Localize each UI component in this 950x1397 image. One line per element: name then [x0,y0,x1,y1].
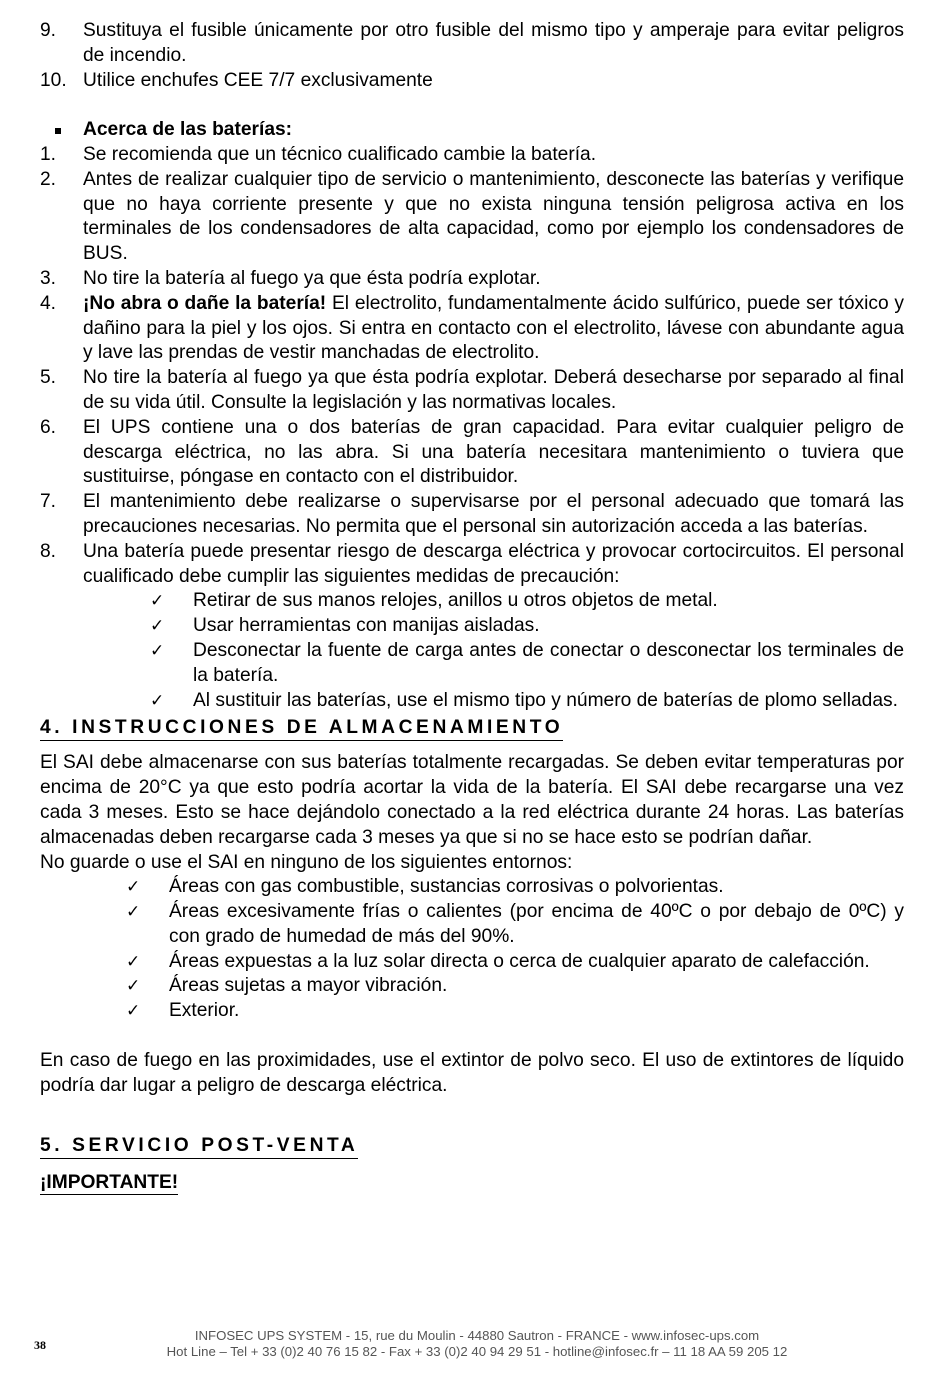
item-text: Sustituya el fusible únicamente por otro fusible del mismo tipo y amperaje para evitar peligros de incendio. [83,20,904,66]
fire-paragraph: En caso de fuego en las proximidades, use el extintor de polvo seco. El uso de extintores de líquido podría dar lugar a peligro de descarga eléctrica. [40,1049,904,1096]
checkmark-icon: ✓ [126,951,141,972]
item-number: 3. [40,267,57,289]
list-item [40,490,904,540]
item-number: 7. [40,491,57,513]
square-bullet-icon [55,128,61,134]
list-item [40,267,904,292]
check-item-text: Áreas sujetas a mayor vibración. [169,975,448,997]
item-bold-warning: ¡No abra o dañe la batería! [83,292,327,314]
checkmark-icon: ✓ [126,902,141,923]
page-content [40,19,904,1196]
spacer [40,93,904,118]
item-text: No tire la batería al fuego ya que ésta podría explotar. Deberá desecharse por separado al final de su vida útil. Consulte la legislación y las normativas locales. [83,367,904,413]
checkmark-icon: ✓ [150,640,165,661]
item-text: El mantenimiento debe realizarse o supervisarse por el personal adecuado que tomará las precauciones necesarias. No permita que el personal sin autorización acceda a las baterías. [83,491,904,537]
spacer [40,1098,904,1123]
footer-contact: Hot Line – Tel + 33 (0)2 40 76 15 82 - Fax + 33 (0)2 40 94 29 51 - hotline@infosec.fr – 11 18 AA 59 205 12 [166,1344,788,1359]
list-item [40,540,904,590]
checkmark-icon: ✓ [126,1001,141,1022]
section-title-service: 5. SERVICIO POST-VENTA [40,1135,358,1159]
check-item-text: Retirar de sus manos relojes, anillos u otros objetos de metal. [193,590,718,612]
check-item-text: Áreas excesivamente frías o calientes (por encima de 40ºC o por debajo de 0ºC) y con grado de humedad de más del 90%. [169,901,904,947]
check-item-text: Desconectar la fuente de carga antes de conectar o desconectar los terminales de la batería. [193,639,904,686]
check-item-text: Áreas expuestas a la luz solar directa o cerca de cualquier aparato de calefacción. [169,950,870,972]
list-item [40,366,904,416]
checkmark-icon: ✓ [126,976,141,997]
check-item-text: Exterior. [169,1000,240,1022]
footer-address: INFOSEC UPS SYSTEM - 15, rue du Moulin - 44880 Sautron - FRANCE - www.infosec-ups.com [194,1328,760,1343]
battery-heading [40,118,904,143]
list-item [40,416,904,490]
list-item [40,19,904,69]
item-text: Antes de realizar cualquier tipo de servicio o mantenimiento, desconecte las baterías y verifique que no haya corriente presente y que no exista ninguna tensión peligrosa activa en los terminales de los condensadores de alta capacidad, como por ejemplo los condensadores de BUS. [83,168,904,265]
storage-paragraph: El SAI debe almacenarse con sus baterías totalmente recargadas. Se deben evitar temperaturas por encima de 20°C ya que esto podría acortar la vida de la batería. El SAI debe recargarse una vez cada 3 meses. Esto se hace dejándolo conectado a la red eléctrica durante 24 horas. Las baterías almacenadas deben recargarse cada 3 meses ya que si no se hace esto se podrían dañar. [40,752,904,848]
storage-environments-list [40,875,904,1024]
check-item [40,589,904,614]
list-item [40,143,904,168]
check-item-text: Al sustituir las baterías, use el mismo tipo y número de baterías de plomo selladas. [193,689,898,711]
battery-precautions-list [40,589,904,713]
item-text: No tire la batería al fuego ya que ésta podría explotar. [83,267,541,289]
check-item-text: Usar herramientas con manijas aisladas. [193,615,540,637]
page-number: 38 [34,1338,46,1352]
checkmark-icon: ✓ [150,591,165,612]
checkmark-icon: ✓ [126,877,141,898]
item-text: Se recomienda que un técnico cualificado cambie la batería. [83,143,597,165]
list-item [40,69,904,94]
checkmark-icon: ✓ [150,616,165,637]
list-item [40,292,904,366]
storage-intro: No guarde o use el SAI en ninguno de los siguientes entornos: [40,851,573,873]
list-item [40,168,904,267]
check-item [40,639,904,689]
spacer [40,1024,904,1049]
section-title-storage: 4. INSTRUCCIONES DE ALMACENAMIENTO [40,717,563,741]
important-label: ¡IMPORTANTE! [40,1172,179,1194]
item-number: 10. [40,69,67,91]
item-number: 5. [40,367,57,389]
battery-list [40,143,904,589]
check-item [40,900,904,950]
fuse-list [40,19,904,93]
item-number: 2. [40,168,57,190]
check-item [40,950,904,975]
item-text: Utilice enchufes CEE 7/7 exclusivamente [83,69,433,91]
item-text: El electrolito, fundamentalmente ácido sulfúrico, puede ser tóxico y dañino para la piel y los ojos. Si entra en contacto con el electrolito, lávese con abundante agua y lave las prendas de vestir manchadas de electrolito. [83,292,904,364]
check-item [40,689,904,714]
spacer [40,1159,904,1171]
check-item [40,614,904,639]
item-text: El UPS contiene una o dos baterías de gran capacidad. Para evitar cualquier peligro de descarga eléctrica, no las abra. Si una batería necesitara mantenimiento o tuviera que sustituirse, póngase en contacto con el distribuidor. [83,416,904,488]
check-item-text: Áreas con gas combustible, sustancias corrosivas o polvorientas. [169,876,724,898]
item-number: 1. [40,143,57,165]
item-text: Una batería puede presentar riesgo de descarga eléctrica y provocar cortocircuitos. El personal cualificado debe cumplir las siguientes medidas de precaución: [83,540,904,587]
battery-heading-text: Acerca de las baterías: [83,119,293,141]
item-number: 6. [40,416,57,438]
check-item [40,999,904,1024]
item-number: 9. [40,20,57,41]
checkmark-icon: ✓ [150,690,165,711]
item-number: 4. [40,292,57,314]
item-number: 8. [40,540,57,562]
check-item [40,974,904,999]
check-item [40,875,904,900]
